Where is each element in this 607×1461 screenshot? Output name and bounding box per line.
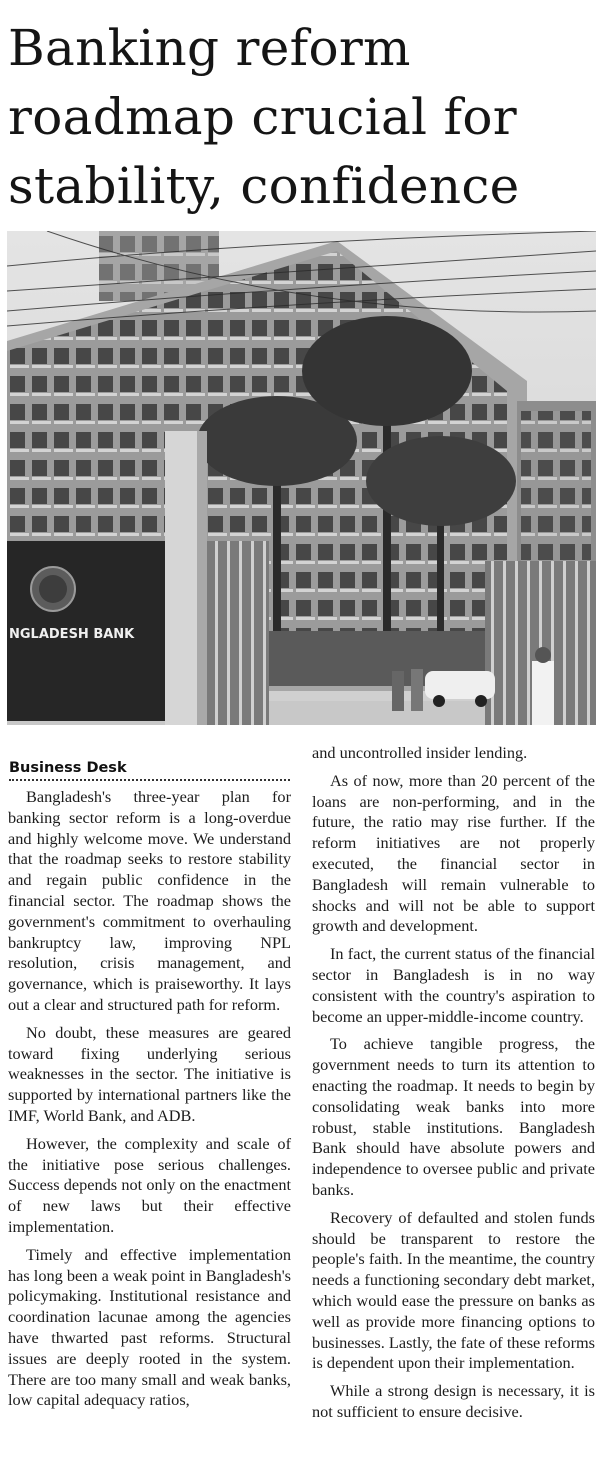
article-column-1 (8, 787, 291, 1418)
byline: Business Desk (9, 760, 127, 776)
bangladesh-bank-photo (7, 231, 596, 725)
headline: Banking reform roadmap crucial for stability, confidence (8, 19, 520, 215)
paragraph: While a strong design is necessary, it is not sufficient to ensure decisive. (312, 1381, 595, 1421)
paragraph-continued: and uncontrolled insider lending. (312, 743, 528, 762)
paragraph: Timely and effective implementation has long been a weak point in Bangladesh's policymaking. Institutional resistance and coordination lacunae among the agencies have thwarted past reforms. Structural issues are deeply rooted in the system. There are too many small and weak banks, low capital adequacy ratios, (8, 1244, 291, 1410)
paragraph: No doubt, these measures are geared toward fixing underlying serious weaknesses in the sector. The initiative is supported by international partners like the IMF, World Bank, and ADB. (8, 1022, 291, 1125)
article-column-2 (312, 743, 595, 1430)
paragraph: Bangladesh's three-year plan for banking sector reform is a long-overdue and highly welcome move. We understand that the roadmap seeks to restore stability and regain public confidence in the financial sector. The roadmap shows the government's commitment to overhauling bankruptcy law, improving NPL resolution, crisis management, and governance, which is praiseworthy. It lays out a clear and structured path for reform. (8, 787, 291, 1014)
byline-dotted-rule (9, 779, 290, 781)
paragraph: To achieve tangible progress, the government needs to turn its attention to enacting the roadmap. It needs to begin by consolidating weak banks into more robust, stable institutions. Bangladesh Bank should have absolute powers and independence to oversee public and private banks. (312, 1034, 595, 1199)
paragraph: As of now, more than 20 percent of the loans are non-performing, and in the future, the ratio may rise further. If the reform initiatives are not properly executed, the financial sector in Bangladesh will remain vulnerable to shocks and will not be able to support growth and development. (312, 770, 595, 936)
paragraph: Recovery of defaulted and stolen funds should be transparent to restore the people's faith. In the meantime, the country needs a functioning secondary debt market, which would ease the pressure on banks as well as provide more financing options to businesses. Lastly, the fate of these reforms is dependent upon their implementation. (312, 1207, 596, 1373)
paragraph: However, the complexity and scale of the initiative pose serious challenges. Success depends not only on the enactment of new laws but their effective implementation. (8, 1133, 291, 1236)
paragraph: In fact, the current status of the financial sector in Bangladesh is in no way consistent with the country's aspiration to become an upper-middle-income country. (312, 944, 595, 1026)
photo-sign-text: NGLADESH BANK (9, 627, 135, 642)
